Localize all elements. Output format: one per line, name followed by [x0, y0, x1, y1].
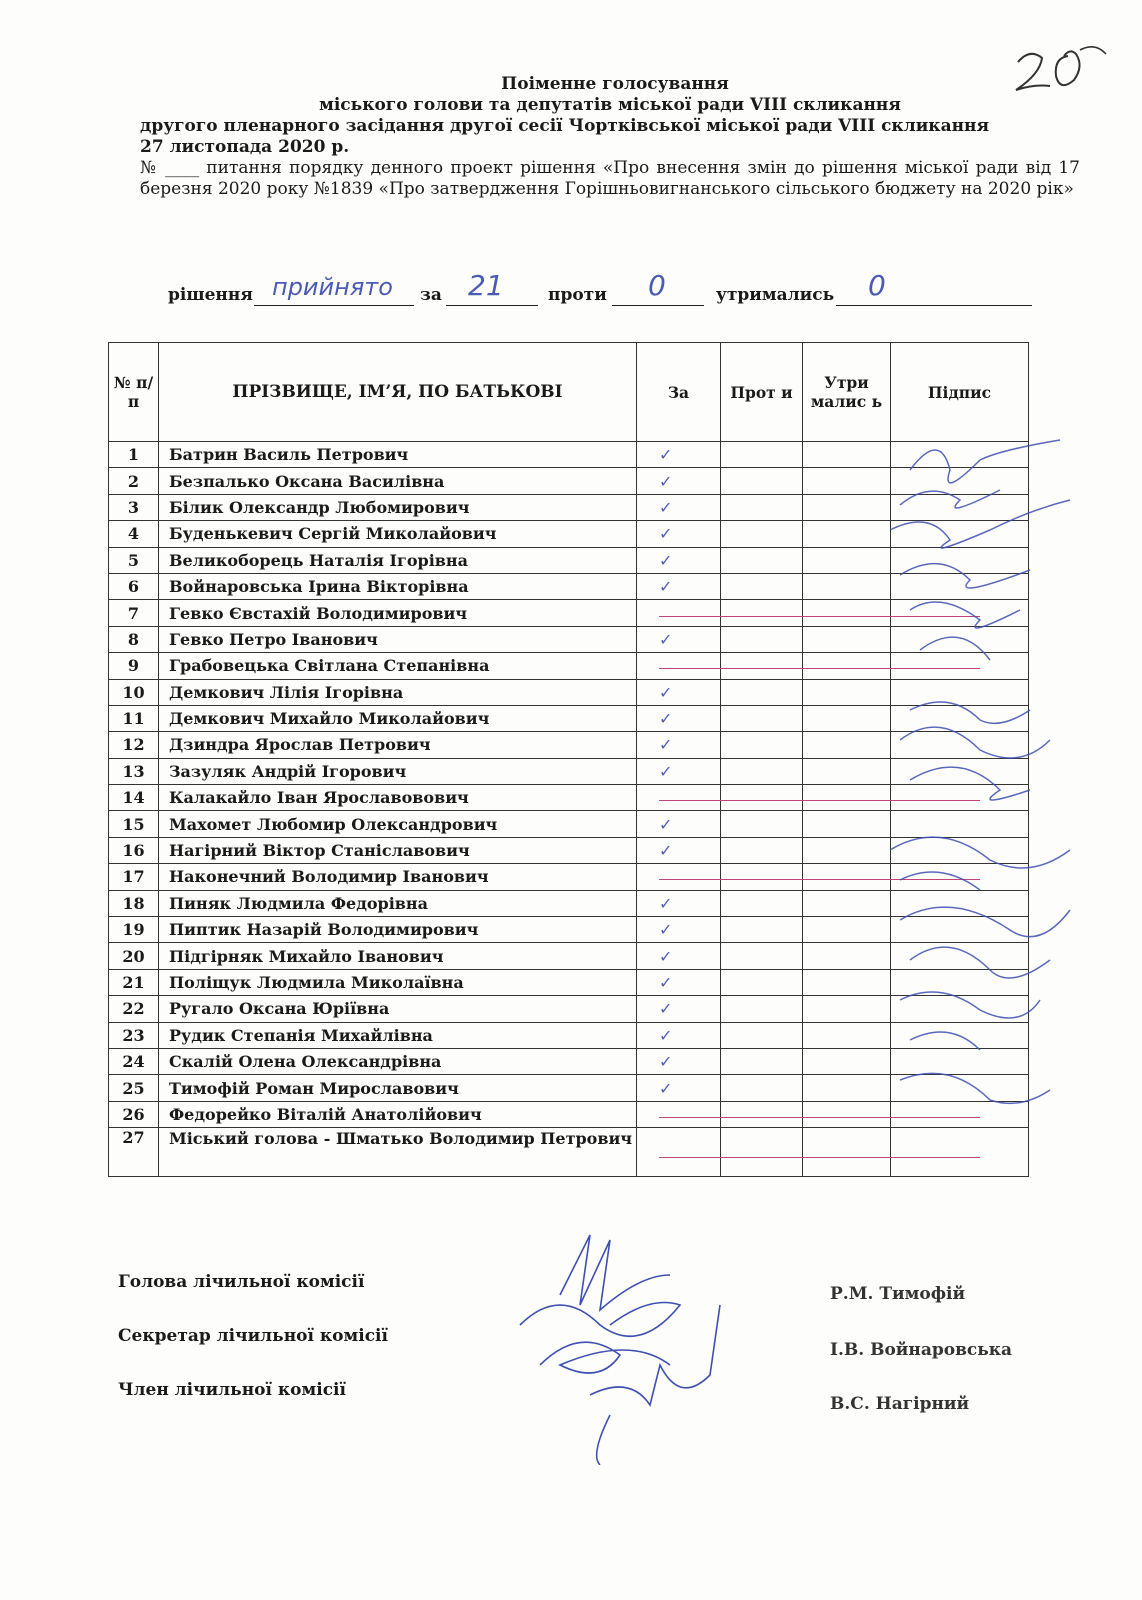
vote-against-cell — [721, 1101, 803, 1127]
vote-against-cell — [721, 864, 803, 890]
vote-for-cell: ✓ — [637, 1075, 721, 1101]
vote-for-cell — [637, 1128, 721, 1177]
vote-abstain-cell — [803, 468, 891, 494]
row-number: 13 — [109, 758, 159, 784]
deputy-name: Демкович Лілія Ігорівна — [159, 679, 637, 705]
header-abstain: Утри малис ь — [803, 343, 891, 442]
vote-against-cell — [721, 1128, 803, 1177]
vote-abstain-cell — [803, 811, 891, 837]
vote-abstain-cell — [803, 653, 891, 679]
vote-against-cell — [721, 679, 803, 705]
vote-abstain-cell — [803, 890, 891, 916]
vote-abstain-cell — [803, 1128, 891, 1177]
vote-for-cell — [637, 1101, 721, 1127]
session-line: другого пленарного засідання другої сесії Чортківської міської ради VIII скликання — [140, 116, 990, 136]
row-number: 4 — [109, 521, 159, 547]
header-signature: Підпис — [891, 343, 1029, 442]
vote-abstain-cell — [803, 996, 891, 1022]
vote-against-cell — [721, 943, 803, 969]
absent-strike-line — [659, 864, 720, 889]
deputy-name: Білик Олександр Любомирович — [159, 494, 637, 520]
row-number: 9 — [109, 653, 159, 679]
vote-against-cell — [721, 732, 803, 758]
vote-against-cell — [721, 653, 803, 679]
vote-for-cell: ✓ — [637, 494, 721, 520]
vote-abstain-cell — [803, 494, 891, 520]
vote-for-cell: ✓ — [637, 969, 721, 995]
vote-abstain-cell — [803, 442, 891, 468]
vote-abstain-cell — [803, 521, 891, 547]
vote-for-cell: ✓ — [637, 1022, 721, 1048]
row-number: 5 — [109, 547, 159, 573]
commission-signatures — [500, 1215, 760, 1465]
row-number: 19 — [109, 917, 159, 943]
deputy-name: Безпалько Оксана Василівна — [159, 468, 637, 494]
vote-against-cell — [721, 442, 803, 468]
vote-for-cell: ✓ — [637, 468, 721, 494]
vote-against-cell — [721, 996, 803, 1022]
deputy-name: Зазуляк Андрій Ігорович — [159, 758, 637, 784]
deputy-name: Войнаровська Ірина Вікторівна — [159, 573, 637, 599]
vote-for-cell: ✓ — [637, 1048, 721, 1074]
row-number: 11 — [109, 705, 159, 731]
vote-for-cell — [637, 864, 721, 890]
vote-against-cell — [721, 1048, 803, 1074]
member-name: В.С. Нагірний — [830, 1394, 970, 1414]
vote-abstain-cell — [803, 864, 891, 890]
secretary-label: Секретар лічильної комісії — [118, 1326, 388, 1346]
row-number: 21 — [109, 969, 159, 995]
vote-for-cell — [637, 785, 721, 811]
header-against: Прот и — [721, 343, 803, 442]
row-number: 7 — [109, 600, 159, 626]
deputy-name: Гевко Петро Іванович — [159, 626, 637, 652]
vote-for-cell: ✓ — [637, 890, 721, 916]
row-number: 25 — [109, 1075, 159, 1101]
decision-summary — [168, 269, 1068, 315]
deputy-name: Наконечний Володимир Іванович — [159, 864, 637, 890]
deputy-name: Міський голова - Шматько Володимир Петрович — [159, 1128, 637, 1177]
vote-for-cell: ✓ — [637, 573, 721, 599]
deputy-name: Пиптик Назарій Володимирович — [159, 917, 637, 943]
deputy-name: Дзиндра Ярослав Петрович — [159, 732, 637, 758]
chair-label: Голова лічильної комісії — [118, 1272, 365, 1292]
vote-for-cell: ✓ — [637, 626, 721, 652]
decision-value: прийнято — [272, 273, 393, 301]
vote-abstain-cell — [803, 969, 891, 995]
vote-against-cell — [721, 811, 803, 837]
deputy-name: Калакайло Іван Ярославовович — [159, 785, 637, 811]
absent-strike-line — [659, 1128, 720, 1176]
deputy-name: Ругало Оксана Юріївна — [159, 996, 637, 1022]
vote-abstain-cell — [803, 705, 891, 731]
row-number: 27 — [109, 1128, 159, 1177]
absent-strike-line — [659, 600, 720, 625]
row-number: 24 — [109, 1048, 159, 1074]
row-number: 16 — [109, 837, 159, 863]
vote-for-cell: ✓ — [637, 943, 721, 969]
row-number: 12 — [109, 732, 159, 758]
vote-abstain-cell — [803, 758, 891, 784]
deputy-name: Рудик Степанія Михайлівна — [159, 1022, 637, 1048]
vote-against-cell — [721, 547, 803, 573]
vote-abstain-cell — [803, 1048, 891, 1074]
vote-against-cell — [721, 573, 803, 599]
against-label: проти — [548, 285, 607, 305]
vote-against-cell — [721, 600, 803, 626]
vote-for-cell: ✓ — [637, 996, 721, 1022]
vote-abstain-cell — [803, 732, 891, 758]
vote-against-cell — [721, 890, 803, 916]
vote-against-cell — [721, 785, 803, 811]
agenda-text: № ____ питання порядку денного проект рішення «Про внесення змін до рішення міської ради від 17 березня 2020 року №1839 «Про затвердження Горішньовигнанського сільського бюджету на 2020 рік» — [140, 158, 1080, 199]
row-number: 10 — [109, 679, 159, 705]
absent-strike-line — [659, 1102, 720, 1127]
vote-for-cell: ✓ — [637, 547, 721, 573]
vote-for-cell: ✓ — [637, 705, 721, 731]
vote-abstain-cell — [803, 1022, 891, 1048]
vote-for-cell: ✓ — [637, 811, 721, 837]
deputy-name: Поліщук Людмила Миколаївна — [159, 969, 637, 995]
for-count: 21 — [468, 269, 504, 302]
absent-strike-line — [659, 785, 720, 810]
document-title: Поіменне голосування — [501, 74, 729, 94]
vote-against-cell — [721, 758, 803, 784]
decision-label: рішення — [168, 285, 253, 305]
vote-abstain-cell — [803, 547, 891, 573]
vote-against-cell — [721, 969, 803, 995]
row-number: 18 — [109, 890, 159, 916]
vote-abstain-cell — [803, 600, 891, 626]
member-label: Член лічильної комісії — [118, 1380, 346, 1400]
vote-for-cell: ✓ — [637, 442, 721, 468]
vote-abstain-cell — [803, 943, 891, 969]
vote-against-cell — [721, 494, 803, 520]
abstain-count: 0 — [868, 269, 886, 302]
vote-abstain-cell — [803, 626, 891, 652]
vote-against-cell — [721, 468, 803, 494]
vote-abstain-cell — [803, 1075, 891, 1101]
row-number: 1 — [109, 442, 159, 468]
row-number: 14 — [109, 785, 159, 811]
document-header — [140, 74, 1080, 200]
vote-abstain-cell — [803, 573, 891, 599]
deputy-name: Батрин Василь Петрович — [159, 442, 637, 468]
row-number: 15 — [109, 811, 159, 837]
vote-against-cell — [721, 1075, 803, 1101]
vote-against-cell — [721, 521, 803, 547]
row-number: 20 — [109, 943, 159, 969]
deputy-name: Федорейко Віталій Анатолійович — [159, 1101, 637, 1127]
row-number: 17 — [109, 864, 159, 890]
row-number: 22 — [109, 996, 159, 1022]
vote-abstain-cell — [803, 1101, 891, 1127]
deputy-name: Підгірняк Михайло Іванович — [159, 943, 637, 969]
vote-abstain-cell — [803, 785, 891, 811]
header-num: № п/п — [109, 343, 159, 442]
row-number: 26 — [109, 1101, 159, 1127]
deputy-name: Тимофій Роман Мирославович — [159, 1075, 637, 1101]
abstain-label: утримались — [716, 285, 835, 305]
deputy-name: Великоборець Наталія Ігорівна — [159, 547, 637, 573]
vote-for-cell — [637, 600, 721, 626]
against-count: 0 — [648, 269, 666, 302]
deputy-name: Грабовецька Світлана Степанівна — [159, 653, 637, 679]
vote-for-cell — [637, 653, 721, 679]
vote-for-cell: ✓ — [637, 758, 721, 784]
row-number: 6 — [109, 573, 159, 599]
deputy-name: Буденькевич Сергій Миколайович — [159, 521, 637, 547]
row-number: 2 — [109, 468, 159, 494]
vote-abstain-cell — [803, 679, 891, 705]
row-number: 3 — [109, 494, 159, 520]
for-label: за — [420, 285, 442, 305]
vote-for-cell: ✓ — [637, 679, 721, 705]
vote-abstain-cell — [803, 917, 891, 943]
chair-name: Р.М. Тимофій — [830, 1284, 966, 1304]
vote-against-cell — [721, 705, 803, 731]
vote-abstain-cell — [803, 837, 891, 863]
row-number: 23 — [109, 1022, 159, 1048]
deputy-name: Нагірний Віктор Станіславович — [159, 837, 637, 863]
deputy-name: Махомет Любомир Олександрович — [159, 811, 637, 837]
absent-strike-line — [659, 653, 720, 678]
header-name: ПРІЗВИЩЕ, ІМ’Я, ПО БАТЬКОВІ — [159, 343, 637, 442]
secretary-name: І.В. Войнаровська — [830, 1340, 1013, 1360]
vote-against-cell — [721, 626, 803, 652]
row-number: 8 — [109, 626, 159, 652]
deputy-name: Демкович Михайло Миколайович — [159, 705, 637, 731]
deputy-name: Пиняк Людмила Федорівна — [159, 890, 637, 916]
vote-against-cell — [721, 837, 803, 863]
vote-for-cell: ✓ — [637, 521, 721, 547]
vote-for-cell: ✓ — [637, 732, 721, 758]
session-date: 27 листопада 2020 р. — [140, 137, 350, 157]
signatures-scribble — [880, 410, 1080, 1150]
document-subtitle: міського голови та депутатів міської ради VIII скликання — [319, 95, 901, 115]
vote-for-cell: ✓ — [637, 917, 721, 943]
header-for: За — [637, 343, 721, 442]
deputy-name: Скалій Олена Олександрівна — [159, 1048, 637, 1074]
vote-against-cell — [721, 917, 803, 943]
deputy-name: Гевко Євстахій Володимирович — [159, 600, 637, 626]
vote-against-cell — [721, 1022, 803, 1048]
vote-for-cell: ✓ — [637, 837, 721, 863]
